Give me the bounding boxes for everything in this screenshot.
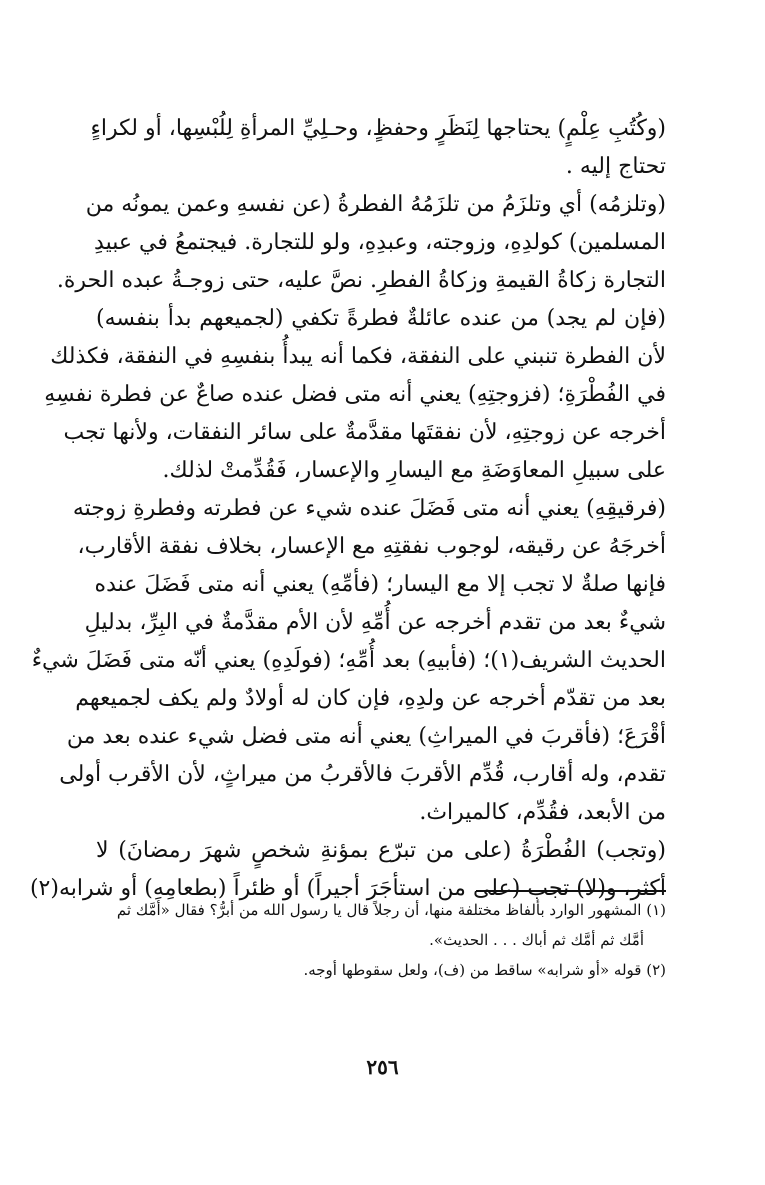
text-line: (وتلزمُه) أي وتلزَمُ من تلزَمُهُ الفطرةُ (عن نفسهِ وعمن يمونُه من xyxy=(85,192,666,217)
text-line: (وكُتُبِ عِلْمٍ) يحتاجها لِنَظَرٍ وحفظٍ، وحـلِيِّ المرأةِ لِلُبْسِها، أو لكراءٍ xyxy=(90,116,666,141)
text-line: التجارة زكاةُ القيمةِ وزكاةُ الفطرِ. نصَّ عليه، حتى زوجـةُ عبده الحرة. xyxy=(56,268,666,293)
text-line: أخرجه عن زوجتِهِ، لأن نفقتَها مقدَّمةٌ على سائر النفقات، ولأنها تجب xyxy=(63,420,666,445)
footnote-line: (٢) قوله «أو شرابه» ساقط من (ف)، ولعل سقوطها أوجه. xyxy=(303,961,666,979)
text-line: الحديث الشريف(١)؛ (فأبيهِ) بعد أُمِّهِ؛ (فولَدِهِ) يعني أنّه متى فَضَلَ شيءٌ xyxy=(31,648,666,673)
text-line: لأن الفطرة تنبني على النفقة، فكما أنه يبدأُ بنفسِهِ في النفقة، فكذلك xyxy=(50,344,666,369)
footnote-line: (١) المشهور الوارد بألفاظ مختلفة منها، أن رجلاً قال يا رسول الله من أبرُّ؟ فقال «أمَّك ثم xyxy=(116,901,666,919)
footnote-divider xyxy=(476,890,666,892)
footnotes xyxy=(96,895,666,985)
text-line: أكثر، و(لا) تجب (على من استأجَرَ أجيراً) أو ظئراً (بطعامِهِ) أو شرابه(٢) xyxy=(29,876,666,901)
text-line: أقْرَعَ؛ (فأقربَ في الميراثِ) يعني أنه متى فضل شيء عنده بعد من xyxy=(66,724,666,749)
text-line: شيءٌ بعد من تقدم أخرجه عن أُمِّهِ لأن الأم مقدَّمةٌ في البِرِّ، بدليلِ xyxy=(84,610,666,635)
text-line: (وتجب) الفُطْرَةُ (على من تبرّع بمؤنةِ شخصٍ شهرَ رمضانَ) لا xyxy=(96,838,666,863)
footnote-line: أمَّك ثم أمَّك ثم أباك . . . الحديث». xyxy=(429,931,644,949)
text-line: فإنها صلةٌ لا تجب إلا مع اليسار؛ (فأمِّهِ) يعني أنه متى فَضَلَ عنده xyxy=(94,572,666,597)
text-line: من الأبعد، فقُدِّم، كالميراث. xyxy=(419,800,666,825)
text-line: (فإن لم يجد) من عنده عائلةٌ فطرةً تكفي (لجميعهم بدأ بنفسه) xyxy=(96,306,666,331)
text-line: في الفُطْرَةِ؛ (فزوجتِهِ) يعني أنه متى فضل عنده صاعٌ عن فطرة نفسِهِ xyxy=(44,382,666,407)
text-line: المسلمين) كولدِهِ، وزوجته، وعبدِهِ، ولو للتجارة. فيجتمعُ في عبيدِ xyxy=(94,230,666,255)
text-line: (فرقيقِهِ) يعني أنه متى فَضَلَ عنده شيء عن فطرته وفطرةِ زوجته xyxy=(72,496,666,521)
page-number: ٢٥٦ xyxy=(366,1055,399,1079)
text-line: أخرجَهُ عن رقيقه، لوجوب نفقتِهِ مع الإعسار، بخلاف نفقة الأقارب، xyxy=(77,534,666,559)
text-line: تقدم، وله أقارب، قُدِّم الأقربَ فالأقربُ من ميراثٍ، لأن الأقرب أولى xyxy=(59,762,666,787)
text-line: بعد من تقدّم أخرجه عن ولدِهِ، فإن كان له أولادٌ ولم يكف لجميعهم xyxy=(75,686,666,711)
text-line: على سبيلِ المعاوَضَةِ مع اليسارِ والإعسار، فَقُدِّمتْ لذلك. xyxy=(162,458,666,483)
main-text xyxy=(29,110,666,908)
text-line: تحتاج إليه . xyxy=(565,154,666,179)
